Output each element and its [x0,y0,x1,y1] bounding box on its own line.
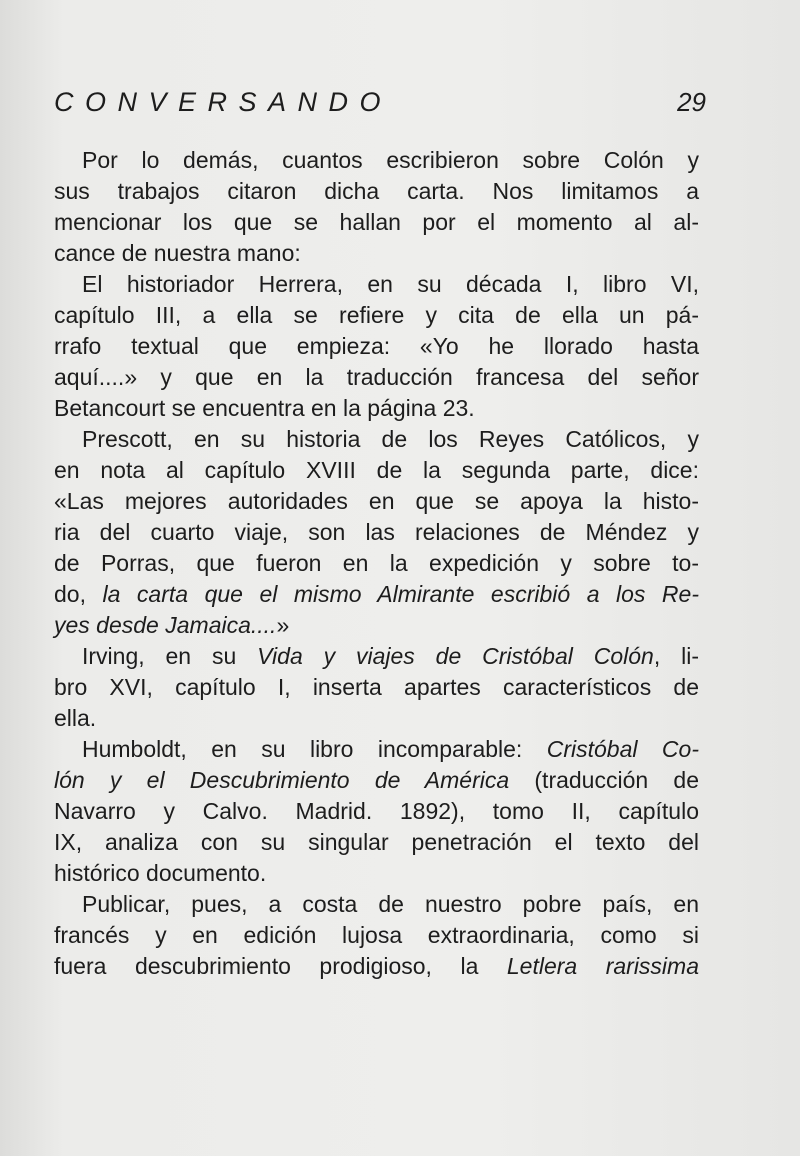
text-segment: Betancourt se encuentra en la página 23. [54,395,475,421]
text-line [54,517,699,548]
text-line [54,734,699,765]
text-line [54,951,699,982]
text-segment: Prescott, en su historia de los Reyes Católicos, y [82,426,699,452]
text-segment: cance de nuestra mano: [54,240,301,266]
text-line [54,641,699,672]
text-segment: Humboldt, en su libro incomparable: [82,736,547,762]
text-segment: Irving, en su [82,643,258,669]
text-segment: ria del cuarto viaje, son las relaciones de Méndez y [54,519,699,545]
text-segment: IX, analiza con su singular penetración el texto del [54,829,699,855]
italic-text-segment: lón y el Descubrimiento de América [54,767,510,793]
text-line [54,486,699,517]
text-segment: Publicar, pues, a costa de nuestro pobre país, en [82,891,699,917]
italic-text-segment: la carta que el mismo Almirante escribió a los Re- [102,581,699,607]
text-segment: fuera descubrimiento prodigioso, la [54,953,507,979]
text-segment: capítulo III, a ella se refiere y cita de ella un pá- [54,302,699,328]
text-segment: » [276,612,290,638]
text-segment: , li- [653,643,699,669]
running-title: CONVERSANDO [54,87,393,117]
text-line [54,393,699,424]
text-line [54,362,699,393]
text-line [54,269,699,300]
text-segment: histórico documento. [54,860,267,886]
italic-text-segment: yes desde Jamaica.... [54,612,277,638]
text-line [54,331,699,362]
text-segment: rrafo textual que empieza: «Yo he llorado hasta [54,333,699,359]
text-segment: El historiador Herrera, en su década I, libro VI, [82,271,699,297]
italic-text-segment: Letlera rarissima [506,953,699,979]
text-line [54,207,699,238]
text-line [54,300,699,331]
running-head [54,84,706,120]
text-line [54,548,699,579]
text-line [54,610,699,641]
text-line [54,672,699,703]
body-text [54,145,699,982]
italic-text-segment: Cristóbal Co- [546,736,699,762]
text-line [54,796,699,827]
text-line [54,145,699,176]
text-segment: aquí....» y que en la traducción francesa del señor [54,364,699,390]
text-segment: bro XVI, capítulo I, inserta apartes característicos de [54,674,699,700]
page-number: 29 [677,87,706,117]
text-segment: do, [54,581,103,607]
text-line [54,765,699,796]
text-line [54,858,699,889]
text-segment: Navarro y Calvo. Madrid. 1892), tomo II, capítulo [54,798,699,824]
text-line [54,827,699,858]
text-line [54,424,699,455]
text-segment: de Porras, que fueron en la expedición y sobre to- [54,550,699,576]
text-line [54,920,699,951]
text-line [54,889,699,920]
text-segment: (traducción de [509,767,699,793]
text-segment: en nota al capítulo XVIII de la segunda parte, dice: [54,457,699,483]
text-line [54,579,699,610]
italic-text-segment: Vida y viajes de Cristóbal Colón [257,643,654,669]
text-segment: Por lo demás, cuantos escribieron sobre Colón y [82,147,699,173]
text-line [54,703,699,734]
text-segment: «Las mejores autoridades en que se apoya la histo- [54,488,699,514]
text-segment: ella. [54,705,97,731]
text-line [54,176,699,207]
text-segment: sus trabajos citaron dicha carta. Nos limitamos a [54,178,699,204]
text-line [54,238,699,269]
text-line [54,455,699,486]
text-segment: mencionar los que se hallan por el momento al al- [54,209,699,235]
text-segment: francés y en edición lujosa extraordinaria, como si [54,922,699,948]
